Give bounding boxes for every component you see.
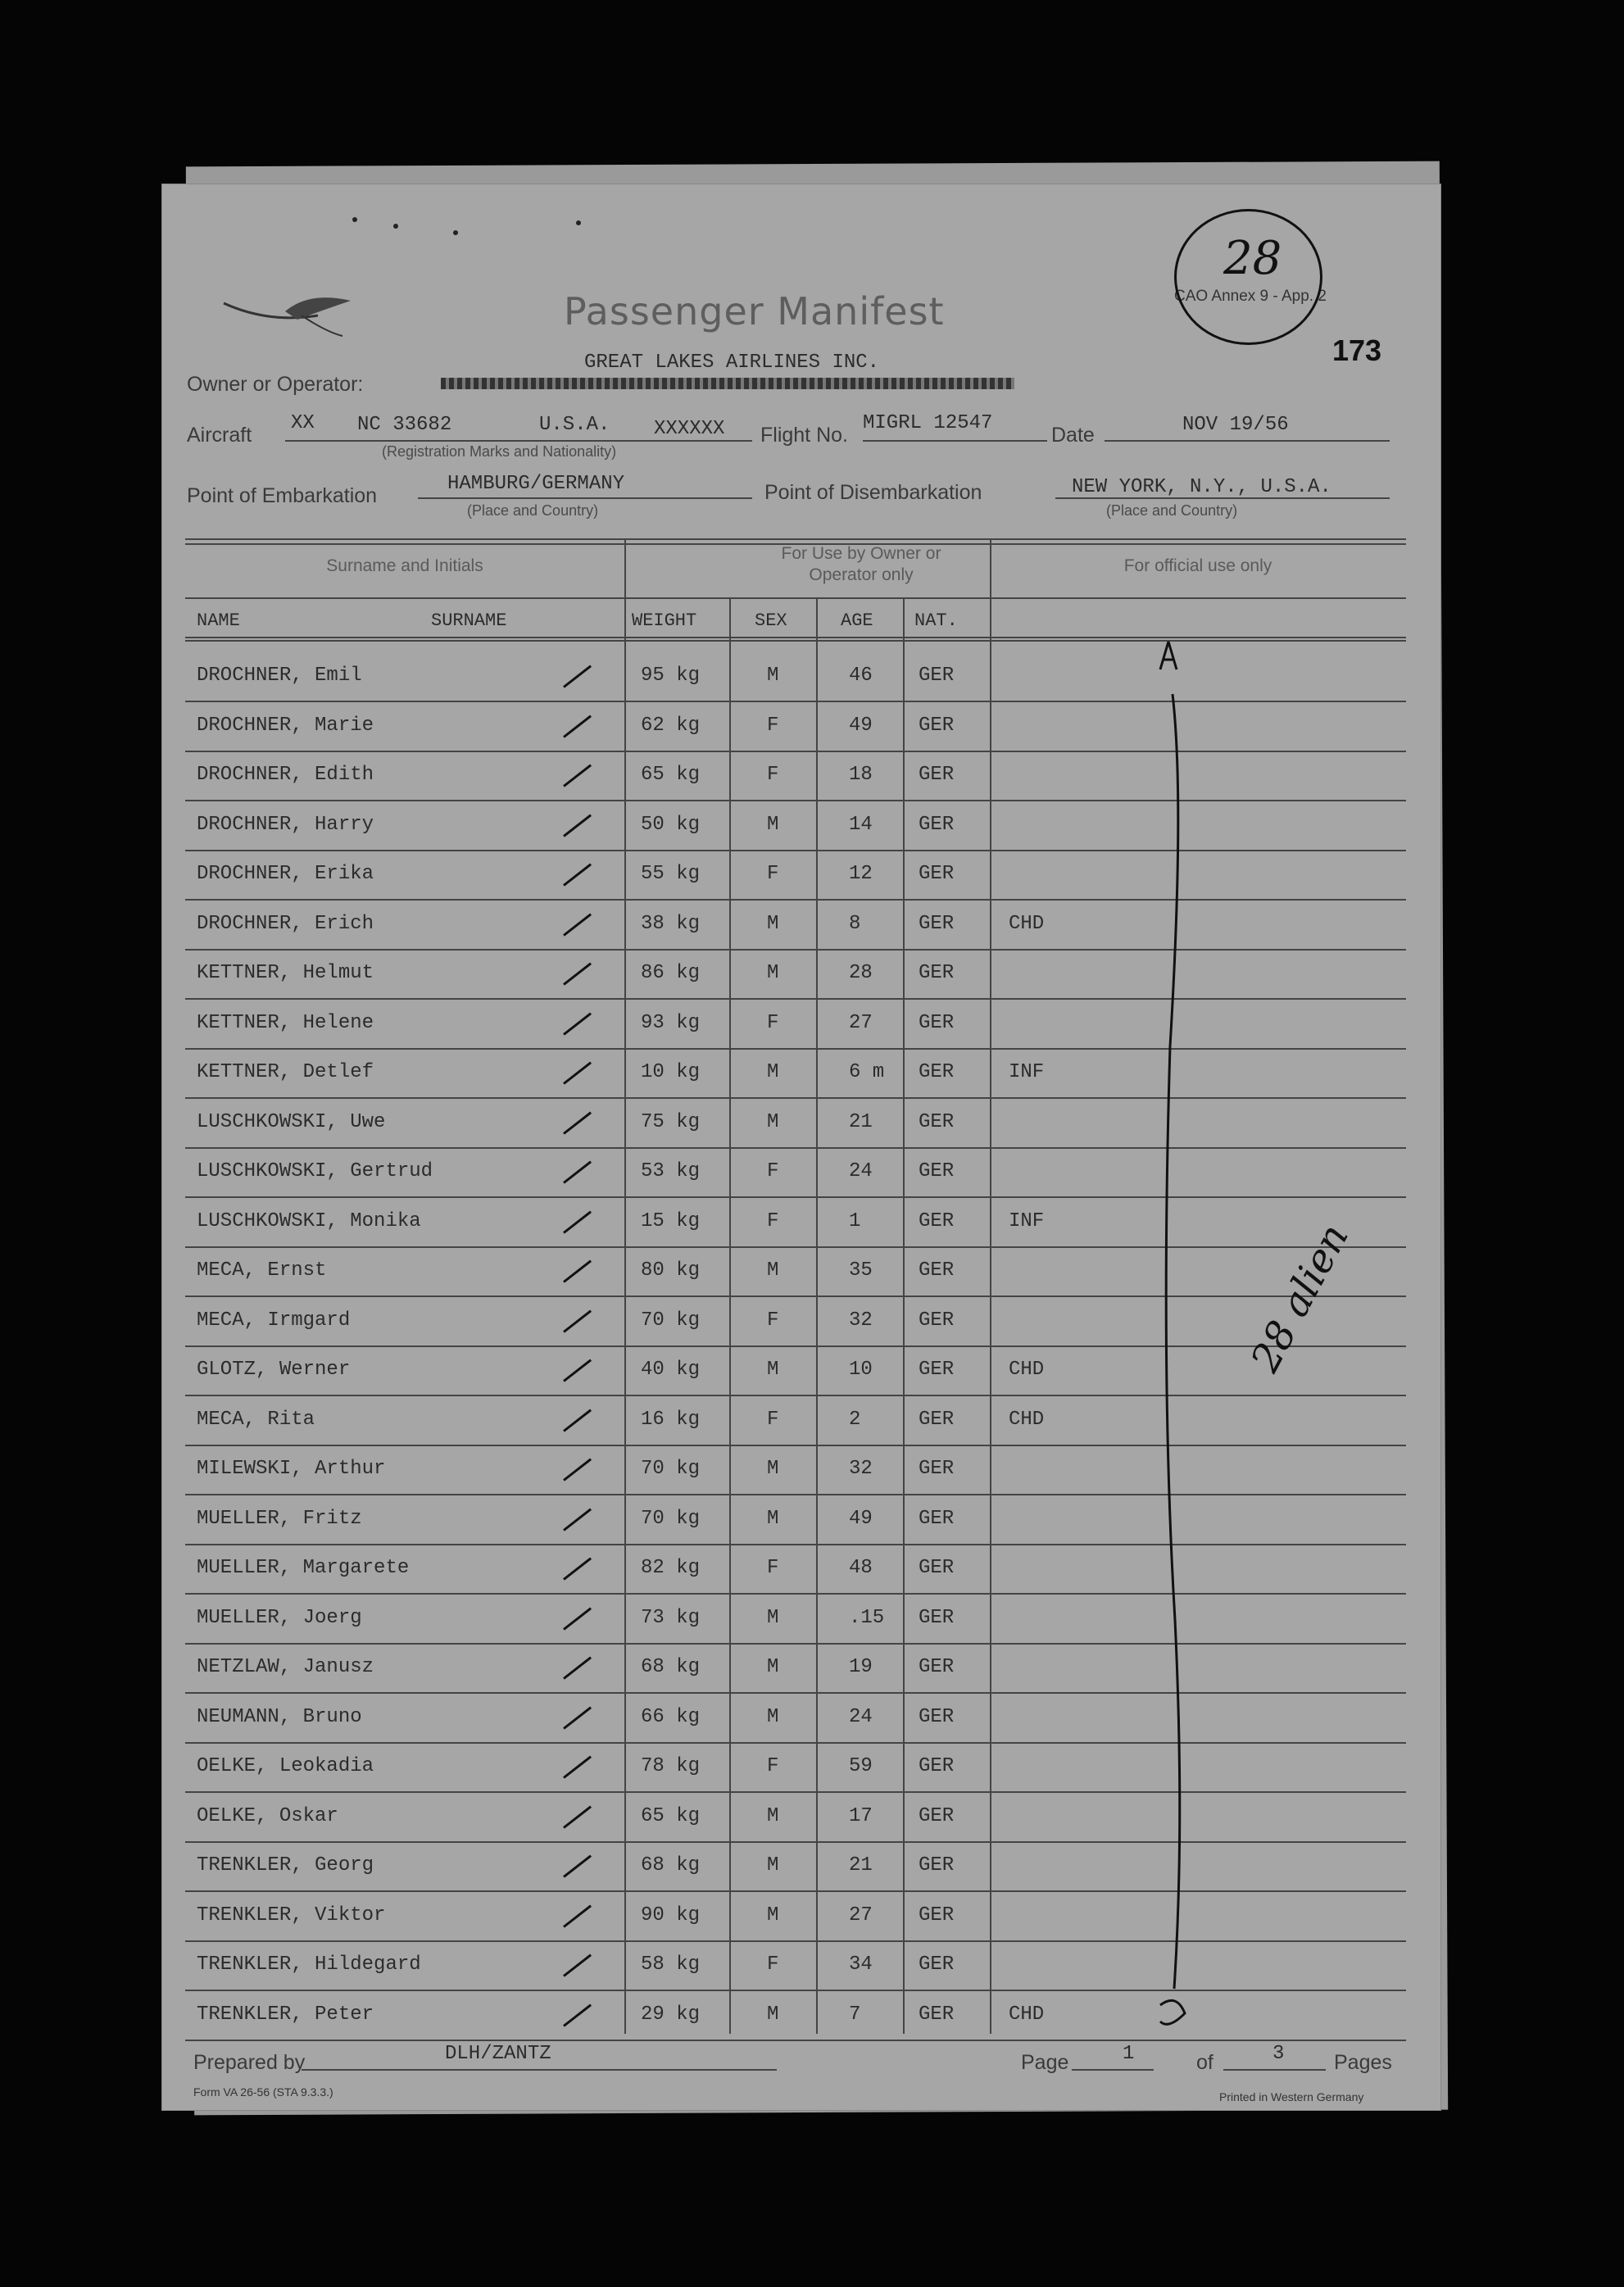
passenger-weight: 80 kg [641, 1259, 701, 1282]
passenger-sex: M [767, 1606, 779, 1629]
passenger-age: 49 [849, 714, 873, 737]
passenger-name: OELKE, Oskar [197, 1804, 338, 1827]
passenger-weight: 93 kg [641, 1011, 701, 1034]
aircraft-caption: (Registration Marks and Nationality) [382, 443, 617, 460]
check-mark [563, 1359, 592, 1382]
passenger-nationality: GER [919, 665, 955, 687]
aircraft-nationality: U.S.A. [539, 414, 610, 436]
passenger-nationality: GER [919, 813, 955, 836]
passenger-sex: M [767, 1359, 779, 1381]
passenger-weight: 82 kg [641, 1557, 701, 1579]
passenger-nationality: GER [919, 1557, 955, 1579]
check-mark [563, 1755, 592, 1778]
passenger-nationality: GER [919, 764, 955, 786]
passenger-name: OELKE, Leokadia [197, 1755, 374, 1777]
table-rule [185, 597, 1406, 599]
check-mark [563, 863, 592, 886]
passenger-weight: 29 kg [641, 2003, 701, 2026]
passenger-weight: 73 kg [641, 1606, 701, 1629]
passenger-sex: M [767, 962, 779, 984]
passenger-nationality: GER [919, 1458, 955, 1480]
passenger-sex: M [767, 665, 779, 687]
passenger-nationality: GER [919, 1408, 955, 1431]
passenger-nationality: GER [919, 1854, 955, 1876]
struck-out-text [441, 378, 1014, 389]
passenger-name: LUSCHKOWSKI, Gertrud [197, 1160, 433, 1182]
passenger-age: 34 [849, 1953, 873, 1976]
flight-number: MIGRL 12547 [863, 412, 993, 434]
date-value: NOV 19/56 [1182, 414, 1289, 436]
passenger-sex: F [767, 1011, 779, 1034]
check-mark [563, 1805, 592, 1828]
passenger-nationality: GER [919, 1755, 955, 1777]
passenger-age: 49 [849, 1507, 873, 1530]
passenger-name: DROCHNER, Erika [197, 863, 374, 885]
check-mark [563, 1854, 592, 1877]
passenger-weight: 70 kg [641, 1309, 701, 1332]
passenger-name: DROCHNER, Harry [197, 813, 374, 836]
check-mark [563, 1012, 592, 1035]
passenger-nationality: GER [919, 1656, 955, 1678]
check-mark [563, 1656, 592, 1679]
passenger-nationality: GER [919, 1904, 955, 1926]
passenger-sex: M [767, 1705, 779, 1728]
aircraft-underline [285, 440, 752, 442]
check-mark [563, 764, 592, 787]
prepared-value: DLH/ZANTZ [445, 2043, 551, 2065]
passenger-nationality: GER [919, 962, 955, 984]
passenger-age: 32 [849, 1309, 873, 1332]
passenger-sex: M [767, 1507, 779, 1530]
embarkation-label: Point of Embarkation [187, 484, 378, 507]
passenger-nationality: GER [919, 1606, 955, 1629]
passenger-age: 14 [849, 813, 873, 836]
passenger-age: 32 [849, 1458, 873, 1480]
passenger-sex: M [767, 813, 779, 836]
passenger-age: 27 [849, 1904, 873, 1926]
page-stamp: 173 [1332, 334, 1382, 367]
passenger-weight: 40 kg [641, 1359, 701, 1381]
airline-logo-icon [220, 291, 367, 340]
check-mark [563, 665, 592, 687]
pages-label: Pages [1334, 2051, 1392, 2074]
ink-dot [576, 220, 581, 225]
passenger-weight: 15 kg [641, 1209, 701, 1232]
prepared-underline [302, 2069, 777, 2071]
check-mark [563, 1607, 592, 1630]
official-note: CHD [1009, 1359, 1045, 1381]
passenger-sex: F [767, 764, 779, 786]
check-mark [563, 962, 592, 985]
passenger-name: MUELLER, Joerg [197, 1606, 362, 1629]
passenger-age: 27 [849, 1011, 873, 1034]
passenger-sex: M [767, 1854, 779, 1876]
official-note: INF [1009, 1209, 1045, 1232]
passenger-nationality: GER [919, 1804, 955, 1827]
passenger-name: TRENKLER, Georg [197, 1854, 374, 1876]
of-label: of [1196, 2051, 1213, 2074]
passenger-weight: 90 kg [641, 1904, 701, 1926]
official-note: CHD [1009, 2003, 1045, 2026]
official-note: CHD [1009, 1408, 1045, 1431]
passenger-sex: M [767, 1458, 779, 1480]
passenger-name: DROCHNER, Erich [197, 912, 374, 935]
official-note: CHD [1009, 912, 1045, 935]
passenger-nationality: GER [919, 2003, 955, 2026]
passenger-weight: 65 kg [641, 1804, 701, 1827]
embarkation-value: HAMBURG/GERMANY [447, 473, 625, 495]
passenger-weight: 86 kg [641, 962, 701, 984]
printed-in: Printed in Western Germany [1219, 2090, 1364, 2103]
col-weight: WEIGHT [632, 610, 697, 631]
passenger-name: TRENKLER, Hildegard [197, 1953, 421, 1976]
check-mark [563, 1409, 592, 1432]
passenger-name: MECA, Irmgard [197, 1309, 351, 1332]
check-mark [563, 814, 592, 837]
col-surname: SURNAME [431, 610, 507, 631]
passenger-name: MUELLER, Fritz [197, 1507, 362, 1530]
owner-label: Owner or Operator: [187, 373, 364, 396]
passenger-weight: 68 kg [641, 1656, 701, 1678]
passenger-name: GLOTZ, Werner [197, 1359, 351, 1381]
passenger-nationality: GER [919, 1011, 955, 1034]
passenger-name: MECA, Ernst [197, 1259, 327, 1282]
aircraft-label: Aircraft [187, 424, 252, 447]
passenger-weight: 68 kg [641, 1854, 701, 1876]
passenger-sex: F [767, 1209, 779, 1232]
ink-dot [352, 217, 357, 222]
passenger-age: 21 [849, 1110, 873, 1133]
passenger-age: 48 [849, 1557, 873, 1579]
check-mark [563, 1210, 592, 1233]
form-id: Form VA 26-56 (STA 9.3.3.) [193, 2085, 333, 2099]
passenger-sex: F [767, 1953, 779, 1976]
passenger-age: 17 [849, 1804, 873, 1827]
passenger-weight: 70 kg [641, 1458, 701, 1480]
aircraft-crossed-text: XXXXXX [654, 418, 725, 440]
handwritten-side-note: 28 alien [1242, 1216, 1358, 1380]
flight-label: Flight No. [760, 424, 848, 447]
passenger-age: 19 [849, 1656, 873, 1678]
of-underline [1223, 2069, 1326, 2071]
passenger-nationality: GER [919, 1705, 955, 1728]
ink-dot [393, 224, 398, 229]
check-mark [563, 1309, 592, 1332]
col-sex: SEX [755, 610, 787, 631]
col-age: AGE [841, 610, 873, 631]
passenger-name: TRENKLER, Peter [197, 2003, 374, 2026]
official-use-header: For official use only [1123, 556, 1272, 575]
disembarkation-underline [1055, 497, 1390, 499]
disembarkation-caption: (Place and Country) [1106, 502, 1238, 519]
page-label: Page [1021, 2051, 1069, 2074]
passenger-age: .15 [849, 1606, 885, 1629]
passenger-age: 21 [849, 1854, 873, 1876]
prepared-label: Prepared by [193, 2051, 306, 2074]
passenger-nationality: GER [919, 1359, 955, 1381]
passenger-nationality: GER [919, 1259, 955, 1282]
date-underline [1105, 440, 1390, 442]
page-value: 1 [1123, 2043, 1135, 2065]
circled-number: 28 [1223, 232, 1282, 285]
passenger-sex: M [767, 912, 779, 935]
passenger-age: 59 [849, 1755, 873, 1777]
check-mark [563, 1706, 592, 1729]
ink-dot [453, 230, 458, 235]
passenger-name: DROCHNER, Marie [197, 714, 374, 737]
flight-underline [863, 440, 1047, 442]
passenger-nationality: GER [919, 1061, 955, 1083]
passenger-age: 35 [849, 1259, 873, 1282]
passenger-name: MUELLER, Margarete [197, 1557, 410, 1579]
page-underline [1072, 2069, 1154, 2071]
date-label: Date [1051, 424, 1095, 447]
check-mark [563, 1160, 592, 1183]
passenger-sex: F [767, 1408, 779, 1431]
passenger-name: LUSCHKOWSKI, Monika [197, 1209, 421, 1232]
passenger-nationality: GER [919, 912, 955, 935]
passenger-age: 24 [849, 1705, 873, 1728]
passenger-nationality: GER [919, 1953, 955, 1976]
passenger-sex: M [767, 1110, 779, 1133]
check-mark [563, 1061, 592, 1084]
check-mark [563, 1904, 592, 1927]
passenger-weight: 62 kg [641, 714, 701, 737]
annex-label: CAO Annex 9 - App. 2 [1174, 288, 1327, 305]
disembarkation-value: NEW YORK, N.Y., U.S.A. [1072, 476, 1331, 498]
passenger-name: TRENKLER, Viktor [197, 1904, 386, 1926]
passenger-name: DROCHNER, Emil [197, 665, 362, 687]
passenger-nationality: GER [919, 1507, 955, 1530]
embarkation-caption: (Place and Country) [467, 502, 599, 519]
check-mark [563, 715, 592, 737]
passenger-nationality: GER [919, 1309, 955, 1332]
passenger-sex: F [767, 714, 779, 737]
passenger-sex: M [767, 2003, 779, 2026]
passenger-age: 12 [849, 863, 873, 885]
passenger-sex: F [767, 863, 779, 885]
disembarkation-label: Point of Disembarkation [764, 481, 982, 504]
passenger-weight: 58 kg [641, 1953, 701, 1976]
passenger-name: MILEWSKI, Arthur [197, 1458, 386, 1480]
col-nat: NAT. [914, 610, 958, 631]
passenger-name: LUSCHKOWSKI, Uwe [197, 1110, 386, 1133]
passenger-nationality: GER [919, 714, 955, 737]
table-rule [185, 538, 1406, 540]
page-title: Passenger Manifest [564, 289, 945, 334]
passenger-weight: 55 kg [641, 863, 701, 885]
passenger-sex: M [767, 1061, 779, 1083]
passenger-sex: M [767, 1904, 779, 1926]
aircraft-registration: NC 33682 [357, 414, 452, 436]
passenger-weight: 95 kg [641, 665, 701, 687]
passenger-name: KETTNER, Helmut [197, 962, 374, 984]
embarkation-underline [418, 497, 752, 499]
check-mark [563, 2003, 592, 2026]
official-note: INF [1009, 1061, 1045, 1083]
passenger-age: 46 [849, 665, 873, 687]
owner-use-header: For Use by Owner or Operator only [781, 544, 941, 584]
passenger-name: NEUMANN, Bruno [197, 1705, 362, 1728]
passenger-weight: 53 kg [641, 1160, 701, 1182]
passenger-name: KETTNER, Detlef [197, 1061, 374, 1083]
names-group-header: Surname and Initials [326, 556, 483, 575]
passenger-sex: M [767, 1259, 779, 1282]
aircraft-prefix: XX [291, 412, 315, 434]
passenger-age: 6 m [849, 1061, 885, 1083]
passenger-weight: 66 kg [641, 1705, 701, 1728]
passenger-age: 18 [849, 764, 873, 786]
check-mark [563, 1557, 592, 1580]
check-mark [563, 1111, 592, 1134]
passenger-weight: 10 kg [641, 1061, 701, 1083]
passenger-age: 24 [849, 1160, 873, 1182]
passenger-weight: 50 kg [641, 813, 701, 836]
check-mark [563, 913, 592, 936]
passenger-weight: 38 kg [641, 912, 701, 935]
check-mark [563, 1458, 592, 1481]
passenger-weight: 16 kg [641, 1408, 701, 1431]
passenger-age: 8 [849, 912, 861, 935]
passenger-sex: F [767, 1557, 779, 1579]
passenger-sex: F [767, 1309, 779, 1332]
passenger-name: DROCHNER, Edith [197, 764, 374, 786]
passenger-sex: M [767, 1804, 779, 1827]
passenger-weight: 78 kg [641, 1755, 701, 1777]
check-mark [563, 1953, 592, 1976]
of-value: 3 [1272, 2043, 1285, 2065]
passenger-age: 1 [849, 1209, 861, 1232]
passenger-age: 28 [849, 962, 873, 984]
col-name: NAME [197, 610, 240, 631]
passenger-name: NETZLAW, Janusz [197, 1656, 374, 1678]
passenger-sex: M [767, 1656, 779, 1678]
owner-value: GREAT LAKES AIRLINES INC. [584, 352, 880, 374]
passenger-name: KETTNER, Helene [197, 1011, 374, 1034]
passenger-age: 10 [849, 1359, 873, 1381]
passenger-nationality: GER [919, 863, 955, 885]
passenger-weight: 65 kg [641, 764, 701, 786]
passenger-nationality: GER [919, 1110, 955, 1133]
passenger-sex: F [767, 1160, 779, 1182]
passenger-table [185, 538, 1406, 2034]
check-mark [563, 1259, 592, 1282]
row-rule [185, 2040, 1406, 2041]
passenger-weight: 70 kg [641, 1507, 701, 1530]
passenger-nationality: GER [919, 1160, 955, 1182]
passenger-age: 2 [849, 1408, 861, 1431]
passenger-sex: F [767, 1755, 779, 1777]
check-mark [563, 1508, 592, 1531]
manifest-sheet [162, 184, 1440, 2110]
passenger-age: 7 [849, 2003, 861, 2026]
passenger-weight: 75 kg [641, 1110, 701, 1133]
passenger-nationality: GER [919, 1209, 955, 1232]
passenger-name: MECA, Rita [197, 1408, 315, 1431]
